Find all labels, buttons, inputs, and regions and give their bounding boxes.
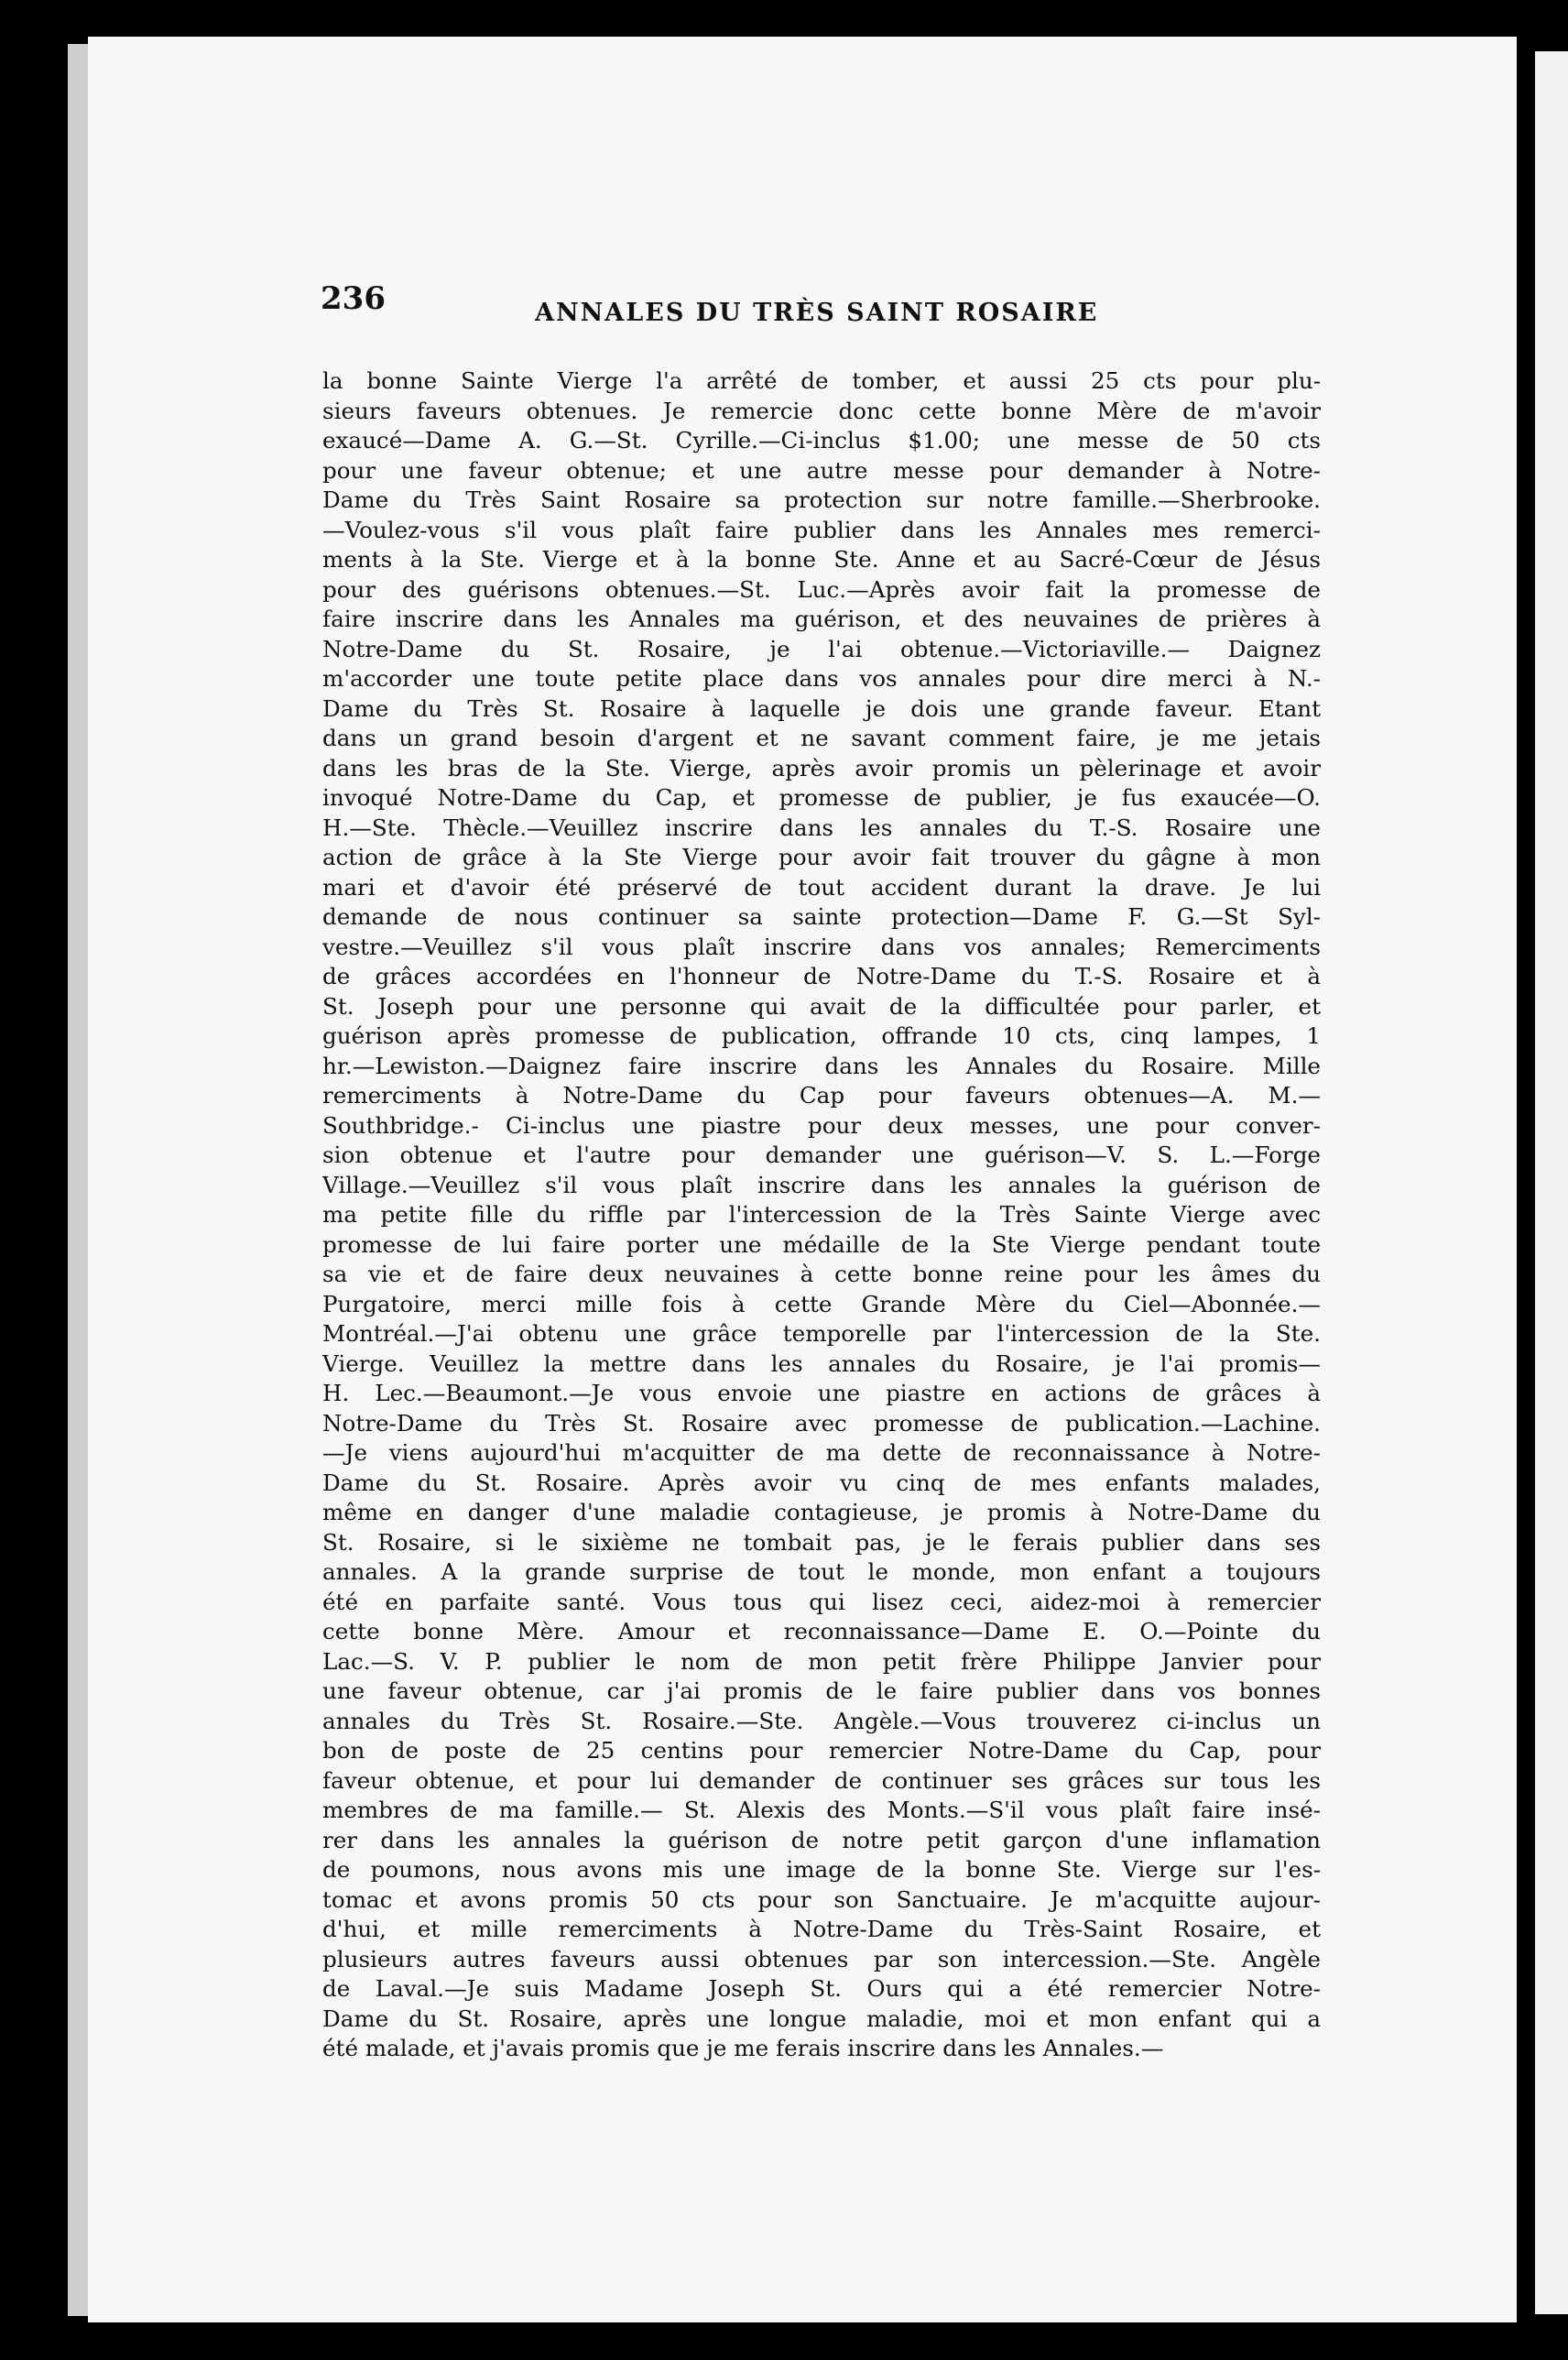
running-title: ANNALES DU TRÈS SAINT ROSAIRE [535, 299, 1099, 327]
text-line: sion obtenue et l'autre pour demander une guérison—V. S. L.—Forge [322, 1142, 1321, 1168]
text-line: H. Lec.—Beaumont.—Je vous envoie une piastre en actions de grâces à [322, 1380, 1321, 1406]
text-line: faire inscrire dans les Annales ma guérison, et des neuvaines de prières à [322, 606, 1321, 632]
text-line: pour des guérisons obtenues.—St. Luc.—Après avoir fait la promesse de [322, 575, 1321, 603]
scan-left-margin [68, 44, 88, 2316]
text-line: promesse de lui faire porter une médaille de la Ste Vierge pendant toute [322, 1230, 1321, 1258]
text-line: plusieurs autres faveurs aussi obtenues par son intercession.—Ste. Angèle [322, 1945, 1321, 1972]
text-line: Dame du St. Rosaire. Après avoir vu cinq de mes enfants malades, [322, 1469, 1321, 1496]
text-line: dans un grand besoin d'argent et ne savant comment faire, je me jetais [322, 725, 1321, 751]
page-number: 236 [321, 280, 386, 317]
text-line: annales. A la grande surprise de tout le monde, mon enfant a toujours [322, 1558, 1321, 1585]
text-line: Southbridge.- Ci-inclus une piastre pour deux messes, une pour conver- [322, 1111, 1321, 1139]
text-line: Montréal.—J'ai obtenu une grâce temporelle par l'intercession de la Ste. [322, 1320, 1321, 1347]
text-line: annales du Très St. Rosaire.—Ste. Angèle.—Vous trouverez ci-inclus un [322, 1707, 1321, 1734]
page-header [321, 275, 1328, 339]
text-line: H.—Ste. Thècle.—Veuillez inscrire dans les annales du T.-S. Rosaire une [322, 814, 1321, 841]
text-line: faveur obtenue, et pour lui demander de continuer ses grâces sur tous les [322, 1766, 1321, 1794]
text-line: rer dans les annales la guérison de notre petit garçon d'une inflamation [322, 1826, 1321, 1853]
text-line: —Voulez-vous s'il vous plaît faire publier dans les Annales mes remerci- [322, 516, 1321, 543]
text-line: m'accorder une toute petite place dans vos annales pour dire merci à N.- [322, 665, 1321, 692]
text-line: exaucé—Dame A. G.—St. Cyrille.—Ci-inclus $1.00; une messe de 50 cts [322, 427, 1321, 453]
text-line: été malade, et j'avais promis que je me ferais inscrire dans les Annales.— [322, 2035, 1164, 2061]
text-line: St. Joseph pour une personne qui avait de la difficultée pour parler, et [322, 992, 1321, 1020]
text-line: guérison après promesse de publication, offrande 10 cts, cinq lampes, 1 [322, 1022, 1321, 1049]
text-line: sa vie et de faire deux neuvaines à cette bonne reine pour les âmes du [322, 1261, 1321, 1287]
text-line: de Laval.—Je suis Madame Joseph St. Ours qui a été remercier Notre- [322, 1975, 1321, 2002]
text-line: Purgatoire, merci mille fois à cette Grande Mère du Ciel—Abonnée.— [322, 1290, 1321, 1317]
text-line: St. Rosaire, si le sixième ne tombait pas, je le ferais publier dans ses [322, 1528, 1321, 1556]
text-line: même en danger d'une maladie contagieuse, je promis à Notre-Dame du [322, 1499, 1321, 1525]
text-line: demande de nous continuer sa sainte protection—Dame F. G.—St Syl- [322, 903, 1321, 930]
text-line: la bonne Sainte Vierge l'a arrêté de tomber, et aussi 25 cts pour plu- [322, 367, 1321, 394]
text-line: une faveur obtenue, car j'ai promis de le faire publier dans vos bonnes [322, 1677, 1321, 1704]
body-text [322, 366, 1321, 2064]
text-line: Village.—Veuillez s'il vous plaît inscrire dans les annales la guérison de [322, 1171, 1321, 1198]
text-line: Dame du Très St. Rosaire à laquelle je dois une grande faveur. Etant [322, 694, 1321, 722]
text-line: Dame du St. Rosaire, après une longue maladie, moi et mon enfant qui a [322, 2005, 1321, 2032]
text-line: Lac.—S. V. P. publier le nom de mon petit frère Philippe Janvier pour [322, 1647, 1321, 1675]
text-line: de poumons, nous avons mis une image de la bonne Ste. Vierge sur l'es- [322, 1856, 1321, 1883]
text-line: d'hui, et mille remerciments à Notre-Dame du Très-Saint Rosaire, et [322, 1916, 1321, 1942]
text-line: Dame du Très Saint Rosaire sa protection sur notre famille.—Sherbrooke. [322, 486, 1321, 513]
text-line: été en parfaite santé. Vous tous qui lisez ceci, aidez-moi à remercier [322, 1588, 1321, 1615]
text-line: ments à la Ste. Vierge et à la bonne Ste. Anne et au Sacré-Cœur de Jésus [322, 546, 1321, 573]
text-line: Notre-Dame du St. Rosaire, je l'ai obtenue.—Victoriaville.— Daignez [322, 635, 1321, 662]
text-line: bon de poste de 25 centins pour remercier Notre-Dame du Cap, pour [322, 1737, 1321, 1764]
text-line: remerciments à Notre-Dame du Cap pour faveurs obtenues—A. M.— [322, 1082, 1321, 1109]
text-line: de grâces accordées en l'honneur de Notre-Dame du T.-S. Rosaire et à [322, 963, 1321, 989]
text-line: cette bonne Mère. Amour et reconnaissance—Dame E. O.—Pointe du [322, 1618, 1321, 1644]
text-line: —Je viens aujourd'hui m'acquitter de ma dette de reconnaissance à Notre- [322, 1439, 1321, 1466]
text-line: action de grâce à la Ste Vierge pour avoir fait trouver du gâgne à mon [322, 844, 1321, 870]
text-line: membres de ma famille.— St. Alexis des Monts.—S'il vous plaît faire insé- [322, 1797, 1321, 1823]
text-line: dans les bras de la Ste. Vierge, après avoir promis un pèlerinage et avoir [322, 754, 1321, 781]
text-line: hr.—Lewiston.—Daignez faire inscrire dans les Annales du Rosaire. Mille [322, 1052, 1321, 1079]
text-line: mari et d'avoir été préservé de tout accident durant la drave. Je lui [322, 873, 1321, 901]
text-line: sieurs faveurs obtenues. Je remercie donc cette bonne Mère de m'avoir [322, 397, 1321, 424]
text-line: tomac et avons promis 50 cts pour son Sanctuaire. Je m'acquitte aujour- [322, 1885, 1321, 1913]
text-line: Vierge. Veuillez la mettre dans les annales du Rosaire, je l'ai promis— [322, 1349, 1321, 1377]
text-line: pour une faveur obtenue; et une autre messe pour demander à Notre- [322, 456, 1321, 484]
text-line: invoqué Notre-Dame du Cap, et promesse de publier, je fus exaucée—O. [322, 784, 1321, 811]
text-line: ma petite fille du riffle par l'intercession de la Très Sainte Vierge avec [322, 1201, 1321, 1228]
next-page-edge [1535, 51, 1568, 2314]
text-line: vestre.—Veuillez s'il vous plaît inscrire dans vos annales; Remerciments [322, 933, 1321, 960]
text-line: Notre-Dame du Très St. Rosaire avec promesse de publication.—Lachine. [322, 1409, 1321, 1437]
